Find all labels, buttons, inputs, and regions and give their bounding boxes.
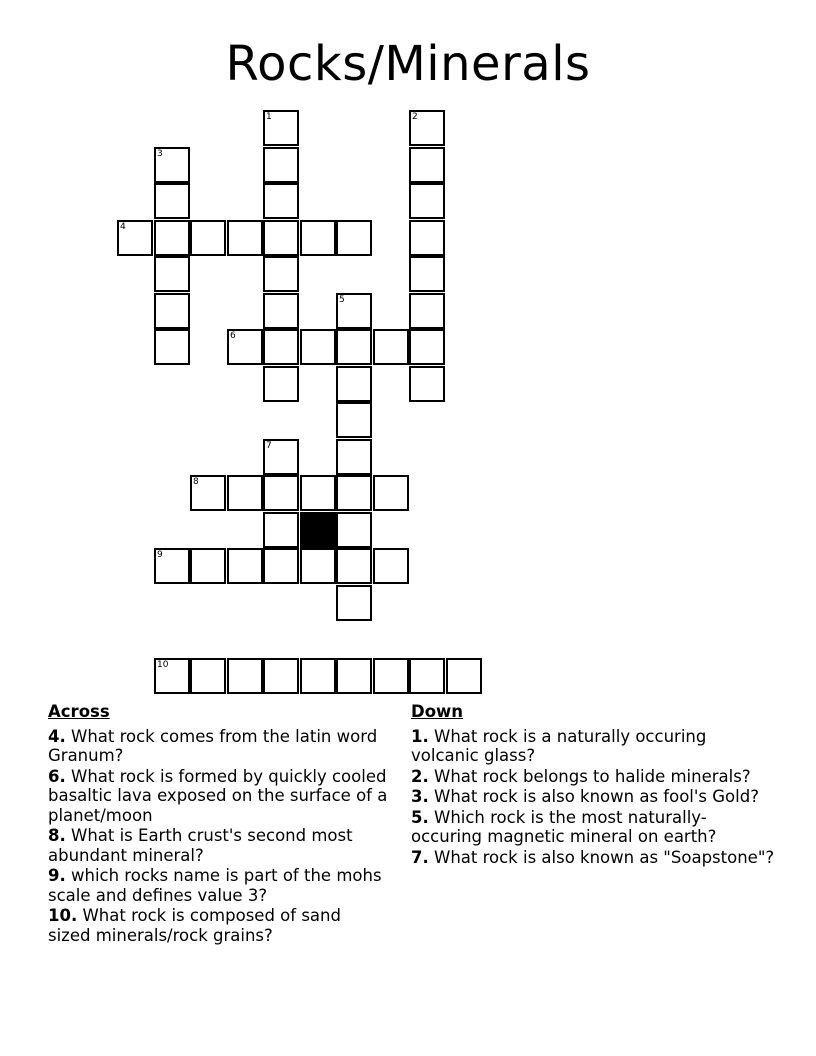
clue-text: What is Earth crust's second most abundant mineral? xyxy=(48,826,353,865)
grid-cell[interactable] xyxy=(300,329,336,365)
grid-cell[interactable] xyxy=(263,512,299,548)
grid-cell[interactable] xyxy=(263,293,299,329)
clue-text: What rock is composed of sand sized minerals/rock grains? xyxy=(48,906,341,945)
grid-cell[interactable] xyxy=(263,548,299,584)
down-clue xyxy=(411,727,776,766)
clue-number: 5. xyxy=(411,807,429,827)
grid-cell[interactable] xyxy=(336,585,372,621)
grid-cell[interactable] xyxy=(154,658,190,694)
grid-cell[interactable] xyxy=(300,658,336,694)
grid-cell[interactable] xyxy=(263,183,299,219)
grid-cell[interactable] xyxy=(154,183,190,219)
clue-text: What rock is also known as "Soapstone"? xyxy=(434,847,775,867)
grid-cell[interactable] xyxy=(409,658,445,694)
grid-cell[interactable] xyxy=(154,329,190,365)
grid-cell[interactable] xyxy=(446,658,482,694)
grid-cell[interactable] xyxy=(409,110,445,146)
grid-cell[interactable] xyxy=(409,256,445,292)
clue-number: 6. xyxy=(48,766,66,786)
clue-number: 1 xyxy=(266,112,272,122)
grid-cell[interactable] xyxy=(263,329,299,365)
grid-cell[interactable] xyxy=(336,220,372,256)
grid-cell[interactable] xyxy=(336,439,372,475)
clue-text: What rock is formed by quickly cooled basaltic lava exposed on the surface of a planet/moon xyxy=(48,766,388,825)
across-clue xyxy=(48,767,388,826)
clue-text: which rocks name is part of the mohs scale and defines value 3? xyxy=(48,866,382,905)
clue-number: 10 xyxy=(157,660,169,670)
grid-cell[interactable] xyxy=(227,329,263,365)
grid-cell[interactable] xyxy=(373,548,409,584)
black-square xyxy=(300,512,336,548)
down-clue-list xyxy=(411,727,776,868)
grid-cell[interactable] xyxy=(373,329,409,365)
grid-cell[interactable] xyxy=(263,439,299,475)
grid-cell[interactable] xyxy=(409,366,445,402)
across-clue xyxy=(48,866,388,905)
across-clues xyxy=(48,702,388,946)
clue-text: What rock comes from the latin word Granum? xyxy=(48,726,378,765)
grid-cell[interactable] xyxy=(336,366,372,402)
clue-number: 8. xyxy=(48,826,66,845)
grid-cell[interactable] xyxy=(409,293,445,329)
down-clue xyxy=(411,767,776,787)
across-clue xyxy=(48,727,388,766)
across-clue xyxy=(48,826,388,865)
grid-cell[interactable] xyxy=(336,402,372,438)
across-heading: Across xyxy=(48,702,110,721)
clue-number: 7. xyxy=(411,847,429,867)
grid-cell[interactable] xyxy=(227,658,263,694)
grid-cell[interactable] xyxy=(336,548,372,584)
across-clue-list xyxy=(48,727,388,946)
grid-cell[interactable] xyxy=(190,220,226,256)
grid-cell[interactable] xyxy=(263,366,299,402)
grid-cell[interactable] xyxy=(373,475,409,511)
grid-cell[interactable] xyxy=(190,548,226,584)
grid-cell[interactable] xyxy=(336,329,372,365)
grid-cell[interactable] xyxy=(300,548,336,584)
clue-number: 4 xyxy=(120,222,126,232)
grid-cell[interactable] xyxy=(154,147,190,183)
grid-cell[interactable] xyxy=(336,512,372,548)
grid-cell[interactable] xyxy=(227,475,263,511)
grid-cell[interactable] xyxy=(190,475,226,511)
grid-cell[interactable] xyxy=(154,548,190,584)
grid-cell[interactable] xyxy=(336,475,372,511)
clue-number: 3. xyxy=(411,787,429,806)
grid-cell[interactable] xyxy=(117,220,153,256)
grid-cell[interactable] xyxy=(154,256,190,292)
grid-cell[interactable] xyxy=(227,220,263,256)
clue-text: What rock is a naturally occuring volcanic glass? xyxy=(411,726,707,765)
grid-cell[interactable] xyxy=(154,293,190,329)
clue-number: 8 xyxy=(193,477,199,487)
clue-number: 4. xyxy=(48,726,66,746)
page-title: Rocks/Minerals xyxy=(225,36,591,92)
down-clue xyxy=(411,787,776,807)
grid-cell[interactable] xyxy=(336,293,372,329)
clue-number: 7 xyxy=(266,441,272,451)
grid-cell[interactable] xyxy=(154,220,190,256)
down-clue xyxy=(411,848,776,868)
clue-number: 6 xyxy=(230,331,236,341)
clue-number: 5 xyxy=(339,295,345,305)
across-clue xyxy=(48,906,388,945)
down-clues xyxy=(411,702,776,868)
grid-cell[interactable] xyxy=(409,147,445,183)
clue-text: What rock belongs to halide minerals? xyxy=(434,766,751,786)
clue-text: What rock is also known as fool's Gold? xyxy=(434,787,759,806)
grid-cell[interactable] xyxy=(409,329,445,365)
grid-cell[interactable] xyxy=(263,475,299,511)
clue-number: 3 xyxy=(157,149,163,159)
grid-cell[interactable] xyxy=(263,256,299,292)
clue-number: 2. xyxy=(411,766,429,786)
grid-cell[interactable] xyxy=(263,220,299,256)
grid-cell[interactable] xyxy=(409,220,445,256)
grid-cell[interactable] xyxy=(263,658,299,694)
down-clue xyxy=(411,808,776,847)
grid-cell[interactable] xyxy=(227,548,263,584)
clue-text: Which rock is the most naturally-occuring magnetic mineral on earth? xyxy=(411,807,717,846)
clue-number: 1. xyxy=(411,726,429,746)
grid-cell[interactable] xyxy=(373,658,409,694)
grid-cell[interactable] xyxy=(336,658,372,694)
grid-cell[interactable] xyxy=(300,220,336,256)
down-heading: Down xyxy=(411,702,464,721)
clue-number: 9 xyxy=(157,550,163,560)
clue-number: 2 xyxy=(412,112,418,122)
grid-cell[interactable] xyxy=(300,475,336,511)
grid-cell[interactable] xyxy=(409,183,445,219)
grid-cell[interactable] xyxy=(263,110,299,146)
clue-number: 10. xyxy=(48,906,78,925)
clue-number: 9. xyxy=(48,866,66,885)
grid-cell[interactable] xyxy=(263,147,299,183)
grid-cell[interactable] xyxy=(190,658,226,694)
